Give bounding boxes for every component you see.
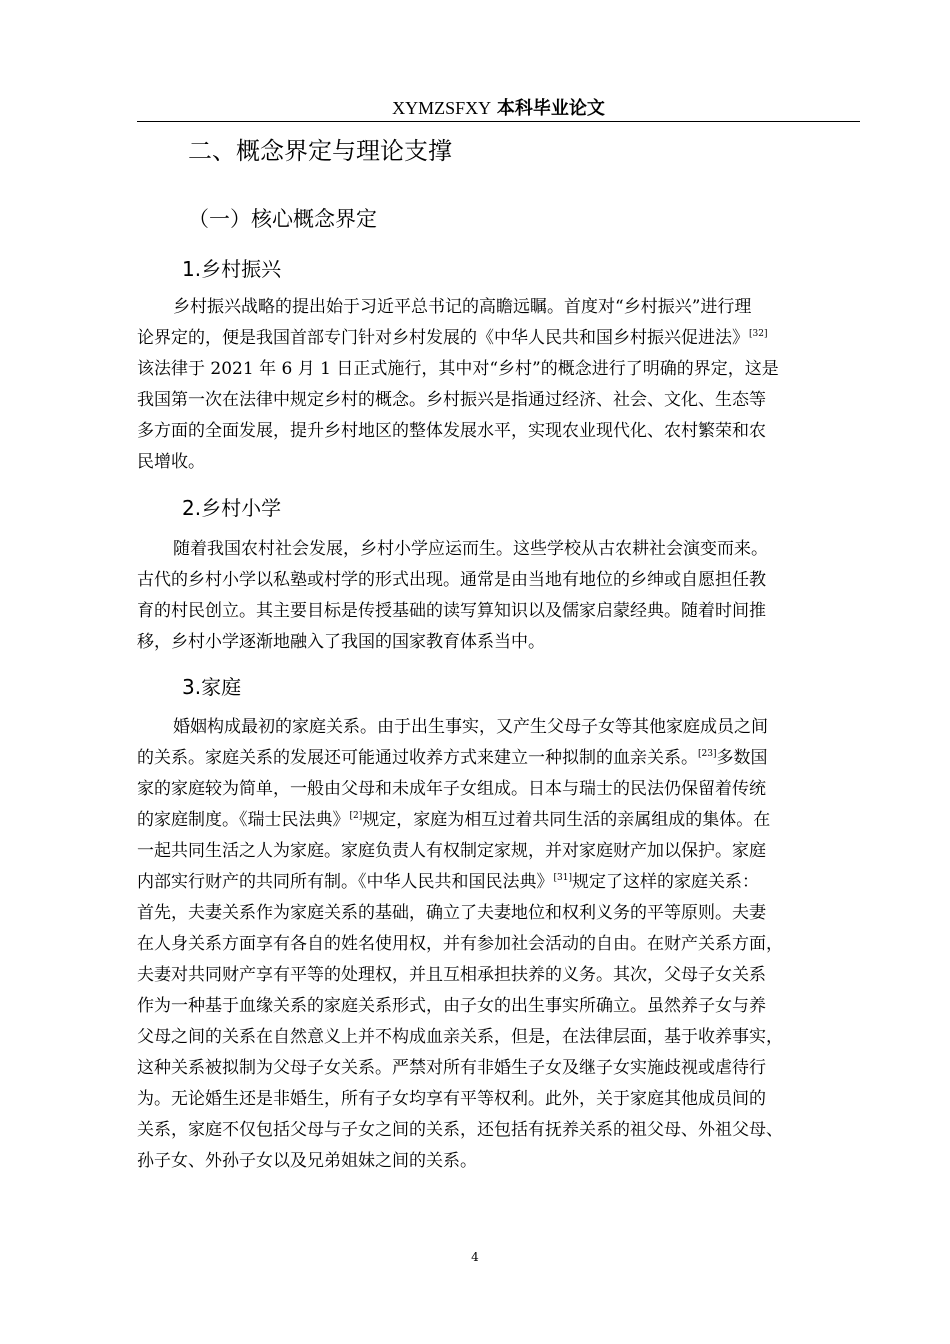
text-line [137,743,860,774]
text-line: 家的家庭较为简单，一般由父母和未成年子女组成。日本与瑞士的民法仍保留着传统 [137,779,766,799]
subsection-heading-rural-primary-school: 2.乡村小学 [182,496,282,520]
text-line: 关系，家庭不仅包括父母与子女之间的关系，还包括有抚养关系的祖父母、外祖父母、 [137,1120,783,1140]
text-line: 孙子女、外孙子女以及兄弟姐妹之间的关系。 [137,1151,477,1171]
text-line [137,805,860,836]
citation-ref: [32] [749,329,768,339]
text-line [137,323,860,354]
text-span: 规定了这样的家庭关系： [571,872,759,892]
text-line: 古代的乡村小学以私塾或村学的形式出现。通常是由当地有地位的乡绅或自愿担任教 [137,570,766,590]
text-line: 乡村振兴战略的提出始于习近平总书记的高瞻远瞩。首度对“乡村振兴”进行理 [173,297,752,317]
chapter-heading: 二、概念界定与理论支撑 [188,137,452,165]
text-line: 随着我国农村社会发展，乡村小学应运而生。这些学校从古农耕社会演变而来。 [173,539,768,559]
text-line: 夫妻对共同财产享有平等的处理权，并且互相承担扶养的义务。其次，父母子女关系 [137,965,766,985]
text-line: 移，乡村小学逐渐地融入了我国的国家教育体系当中。 [137,632,545,652]
paragraph-rural-primary-school [137,534,860,658]
text-line: 婚姻构成最初的家庭关系。由于出生事实，又产生父母子女等其他家庭成员之间 [173,717,768,737]
page-header [137,96,860,120]
subsection-heading-rural-revitalization: 1.乡村振兴 [182,257,282,281]
text-span: 的家庭制度。《瑞士民法典》 [137,810,350,830]
text-line: 这种关系被拟制为父母子女关系。严禁对所有非婚生子女及继子女实施歧视或虐待行 [137,1058,766,1078]
text-line: 该法律于 2021 年 6 月 1 日正式施行，其中对“乡村”的概念进行了明确的界定，这是 [137,359,779,379]
text-line: 父母之间的关系在自然意义上并不构成血亲关系，但是，在法律层面，基于收养事实， [137,1027,783,1047]
text-line: 我国第一次在法律中规定乡村的概念。乡村振兴是指通过经济、社会、文化、生态等 [137,390,766,410]
text-line: 多方面的全面发展，提升乡村地区的整体发展水平，实现农业现代化、农村繁荣和农 [137,421,766,441]
text-span: 的关系。家庭关系的发展还可能通过收养方式来建立一种拟制的血亲关系。 [137,748,698,768]
subsection-heading-family: 3.家庭 [182,675,242,699]
text-line: 在人身关系方面享有各自的姓名使用权，并有参加社会活动的自由。在财产关系方面， [137,934,783,954]
text-span: 多数国 [716,748,768,768]
citation-ref: [31] [553,873,572,883]
text-span: 论界定的，便是我国首部专门针对乡村发展的《中华人民共和国乡村振兴促进法》 [137,328,749,348]
section-heading: （一）核心概念界定 [188,207,377,231]
page-number: 4 [471,1250,479,1264]
text-line: 为。无论婚生还是非婚生，所有子女均享有平等权利。此外，关于家庭其他成员间的 [137,1089,766,1109]
text-span: 内部实行财产的共同所有制。《中华人民共和国民法典》 [137,872,554,892]
header-latin: XYMZSFXY [392,98,492,118]
citation-ref: [2] [349,811,363,821]
citation-ref: [23] [698,749,717,759]
text-line: 首先，夫妻关系作为家庭关系的基础，确立了夫妻地位和权利义务的平等原则。夫妻 [137,903,766,923]
paragraph-family [137,712,860,1177]
header-rule [137,121,860,122]
paragraph-rural-revitalization [137,292,860,478]
text-line: 作为一种基于血缘关系的家庭关系形式，由子女的出生事实所确立。虽然养子女与养 [137,996,766,1016]
text-span: 规定，家庭为相互过着共同生活的亲属组成的集体。在 [362,810,771,830]
text-line: 育的村民创立。其主要目标是传授基础的读写算知识以及儒家启蒙经典。随着时间推 [137,601,766,621]
text-line: 民增收。 [137,452,205,472]
header-title: 本科毕业论文 [496,98,605,119]
text-line: 一起共同生活之人为家庭。家庭负责人有权制定家规，并对家庭财产加以保护。家庭 [137,841,766,861]
text-line [137,867,860,898]
